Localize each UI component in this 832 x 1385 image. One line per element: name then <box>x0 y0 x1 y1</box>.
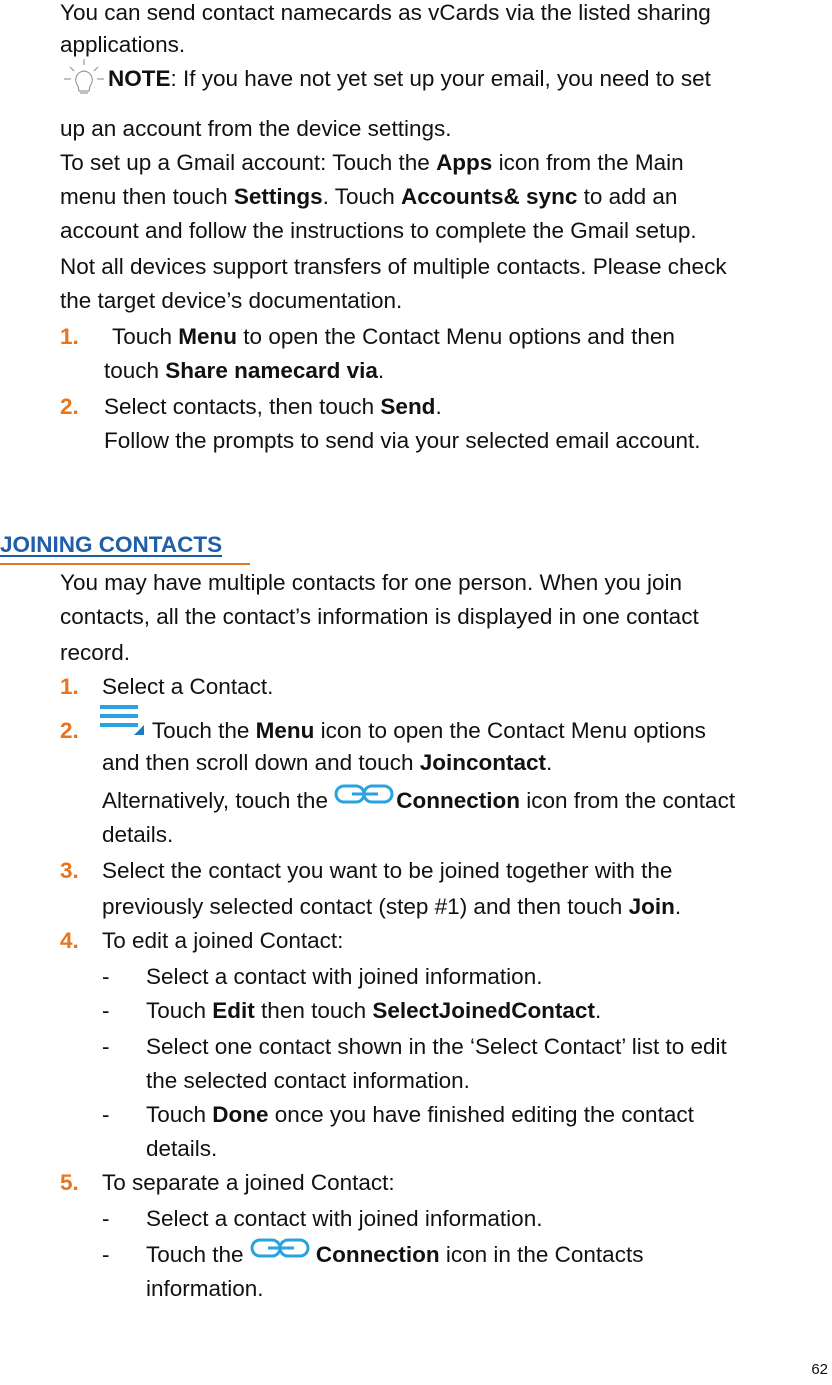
bullet-dash: - <box>102 964 110 989</box>
step5-sub2-line2: information. <box>146 1276 264 1301</box>
section-step3-line2: previously selected contact (step #1) and then touch Join. <box>102 894 682 919</box>
step2-line1: Select contacts, then touch Send. <box>104 394 442 419</box>
step-number-1: 1. <box>60 324 79 349</box>
section-step2-line1: Touch the Menu icon to open the Contact Menu options <box>100 714 706 749</box>
intro-line3: record. <box>60 640 131 665</box>
step2-line2: Follow the prompts to send via your selected email account. <box>104 428 701 453</box>
section-step2-line4: details. <box>102 822 174 847</box>
connection-icon <box>250 1234 316 1262</box>
section-step-number-2: 2. <box>60 718 79 743</box>
page-number: 62 <box>811 1361 828 1378</box>
paragraph-vcards-line2: applications. <box>60 32 186 57</box>
note-line1: NOTE: If you have not yet set up your email, you need to set <box>60 62 711 97</box>
step5-sub1: Select a contact with joined information. <box>146 1206 543 1231</box>
section-step2-line2: and then scroll down and touch Joincontact. <box>102 750 553 775</box>
section-step-number-3: 3. <box>60 858 79 883</box>
step-number-2: 2. <box>60 394 79 419</box>
section-step4: To edit a joined Contact: <box>102 928 344 953</box>
step4-sub3-line2: the selected contact information. <box>146 1068 470 1093</box>
section-heading-joining-contacts: JOINING CONTACTS <box>0 532 223 557</box>
multi-line2: the target device’s documentation. <box>60 288 403 313</box>
paragraph-vcards-line1: You can send contact namecards as vCards via the listed sharing <box>60 0 711 25</box>
gmail-line2: menu then touch Settings. Touch Accounts& sync to add an <box>60 184 678 209</box>
lightbulb-icon <box>60 57 108 91</box>
section-step-number-1: 1. <box>60 674 79 699</box>
section-step2-line3: Alternatively, touch the Connection icon from the contact <box>102 784 735 818</box>
step4-sub1: Select a contact with joined information. <box>146 964 543 989</box>
step4-sub3-line1: Select one contact shown in the ‘Select Contact’ list to edit <box>146 1034 727 1059</box>
bullet-dash: - <box>102 1206 110 1231</box>
gmail-line3: account and follow the instructions to complete the Gmail setup. <box>60 218 697 243</box>
menu-icon <box>100 703 146 737</box>
section-step1: Select a Contact. <box>102 674 274 699</box>
multi-line1: Not all devices support transfers of multiple contacts. Please check <box>60 254 727 279</box>
bullet-dash: - <box>102 998 110 1023</box>
gmail-line1: To set up a Gmail account: Touch the Apps icon from the Main <box>60 150 684 175</box>
bullet-dash: - <box>102 1034 110 1059</box>
heading-rule <box>0 563 250 565</box>
section-step5: To separate a joined Contact: <box>102 1170 395 1195</box>
section-step-number-4: 4. <box>60 928 79 953</box>
connection-icon <box>334 780 396 808</box>
section-step-number-5: 5. <box>60 1170 79 1195</box>
bullet-dash: - <box>102 1242 110 1267</box>
step5-sub2-line1: Touch the Connection icon in the Contacts <box>146 1238 643 1272</box>
step4-sub4-line1: Touch Done once you have finished editing the contact <box>146 1102 694 1127</box>
bullet-dash: - <box>102 1102 110 1127</box>
note-line2: up an account from the device settings. <box>60 116 452 141</box>
intro-line2: contacts, all the contact’s information is displayed in one contact <box>60 604 699 629</box>
section-step3-line1: Select the contact you want to be joined together with the <box>102 858 673 883</box>
step4-sub4-line2: details. <box>146 1136 218 1161</box>
step4-sub2: Touch Edit then touch SelectJoinedContact. <box>146 998 602 1023</box>
intro-line1: You may have multiple contacts for one person. When you join <box>60 570 683 595</box>
step1-line1: Touch Menu to open the Contact Menu options and then <box>112 324 675 349</box>
step1-line2: touch Share namecard via. <box>104 358 385 383</box>
